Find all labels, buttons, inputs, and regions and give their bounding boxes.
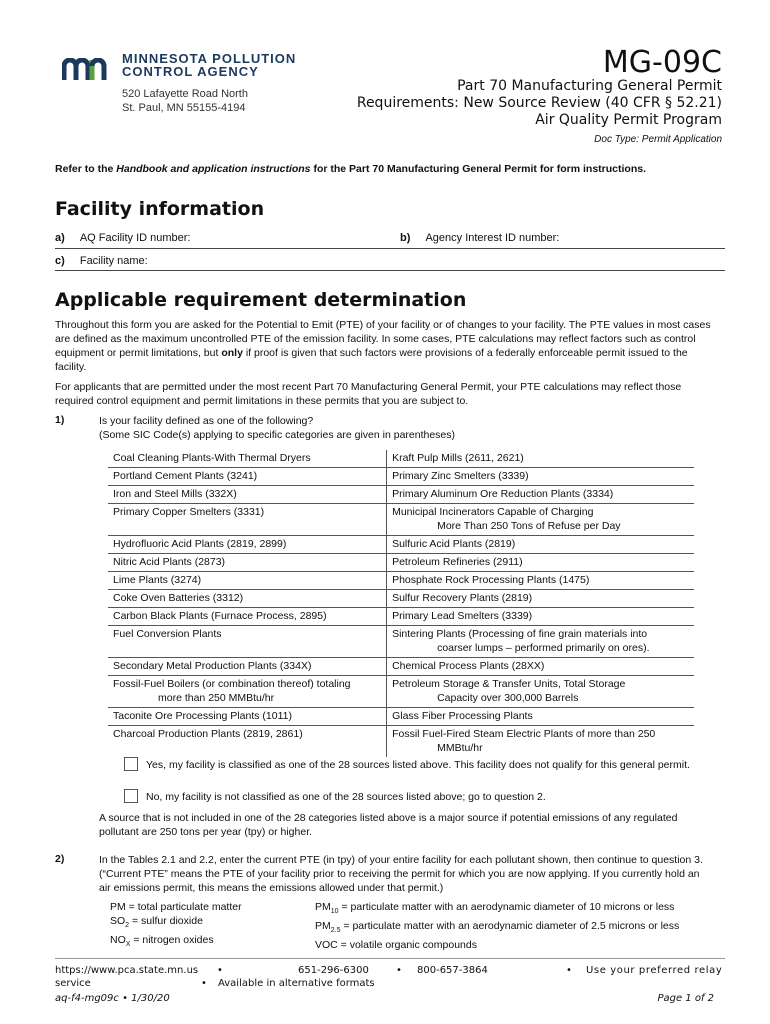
table-row: Carbon Black Plants (Furnace Process, 2895) Primary Lead Smelters (3339) <box>108 608 694 626</box>
field-divider <box>55 248 725 249</box>
section-heading-applicable: Applicable requirement determination <box>55 289 467 311</box>
table-row: Portland Cement Plants (3241) Primary Zinc Smelters (3339) <box>108 468 694 486</box>
table-row: Primary Copper Smelters (3331) Municipal Incinerators Capable of Charging More Than 250 Tons of Refuse per Day <box>108 504 694 536</box>
field-facility-name[interactable]: c) Facility name: <box>55 255 148 267</box>
footer-relay: Use your preferred relay <box>586 965 723 976</box>
section-heading-facility: Facility information <box>55 198 265 220</box>
agency-address: 520 Lafayette Road North St. Paul, MN 55155-4194 <box>122 88 248 114</box>
question-1-text: Is your facility defined as one of the following? (Some SIC Code(s) applying to specific categories are given in parentheses) <box>99 415 456 441</box>
doc-type: Doc Type: Permit Application <box>594 134 722 145</box>
table-row: Coal Cleaning Plants-With Thermal Dryers Kraft Pulp Mills (2611, 2621) <box>108 450 694 468</box>
footer-page-number: Page 1 of 2 <box>657 993 714 1004</box>
pollutant-definitions-left: PM = total particulate matter $SO_2$ = sulfur dioxide $NO_X$ = nitrogen oxides <box>110 901 242 949</box>
table-row: Fuel Conversion Plants Sintering Plants (Processing of fine grain materials into coarser lumps – performed primarily on ores). <box>108 626 694 658</box>
form-code: MG-09C <box>602 45 722 80</box>
major-source-note: A source that is not included in one of the 28 categories listed above is a major source if potential emissions of any regulated pollutant are 250 tons per year (tpy) or higher. <box>99 812 678 838</box>
table-row: Coke Oven Batteries (3312) Sulfur Recovery Plants (2819) <box>108 590 694 608</box>
table-row: Secondary Metal Production Plants (334X) Chemical Process Plants (28XX) <box>108 658 694 676</box>
source-category-table <box>108 450 694 757</box>
permitted-applicants-paragraph: For applicants that are permitted under the most recent Part 70 Manufacturing General Permit, your PTE calculations may reflect those required control equipment and permit limitations in these permits that you are subject to. <box>55 381 682 407</box>
footer-divider <box>55 958 725 959</box>
footer-phone-2: 800-657-3864 <box>417 965 488 976</box>
handbook-reference: Handbook and application instructions <box>116 163 311 175</box>
table-row: Taconite Ore Processing Plants (1011) Glass Fiber Processing Plants <box>108 708 694 726</box>
yes-classified-label: Yes, my facility is classified as one of the 28 sources listed above. This facility does not qualify for this general permit. <box>146 759 690 771</box>
footer-service: service <box>55 978 91 989</box>
footer-bullet: • <box>217 965 223 976</box>
table-row: Fossil-Fuel Boilers (or combination thereof) totaling more than 250 MMBtu/hr Petroleum Storage & Transfer Units, Total Storage Capacity over 300,000 Barrels <box>108 676 694 708</box>
table-row: Iron and Steel Mills (332X) Primary Aluminum Ore Reduction Plants (3334) <box>108 486 694 504</box>
no-classified-label: No, my facility is not classified as one of the 28 sources listed above; go to question 2. <box>146 791 546 803</box>
form-subtitle: Part 70 Manufacturing General Permit Requirements: New Source Review (40 CFR § 52.21) Air Quality Permit Program <box>356 78 722 128</box>
footer-website[interactable]: https://www.pca.state.mn.us <box>55 965 199 976</box>
no-classified-checkbox[interactable] <box>124 789 138 803</box>
question-2-text: In the Tables 2.1 and 2.2, enter the current PTE (in tpy) of your entire facility for each pollutant shown, then continue to question 3. (“Current PTE” means the PTE of your facility prior to receiving the permit for which you are now applying. If you currently hold an air emissions permit, this means the emissions allowed under that permit.) <box>99 854 703 894</box>
question-1-number: 1) <box>55 414 65 426</box>
footer-bullet: • <box>201 978 207 989</box>
table-row: Nitric Acid Plants (2873) Petroleum Refineries (2911) <box>108 554 694 572</box>
pte-paragraph: Throughout this form you are asked for the Potential to Emit (PTE) of your facility or of changes to your facility. The PTE values in most cases are defined as the maximum uncontrolled PTE of the emission facility. In some cases, PTE calculations may reflect factors such as control equipment or permit limitations, but only if proof is given that such factors were provisions of a federally enforceable permit issued to the facility. <box>55 319 711 373</box>
table-row: Hydrofluoric Acid Plants (2819, 2899) Sulfuric Acid Plants (2819) <box>108 536 694 554</box>
field-divider <box>55 270 725 271</box>
footer-formats: Available in alternative formats <box>218 978 375 989</box>
table-row: Lime Plants (3274) Phosphate Rock Processing Plants (1475) <box>108 572 694 590</box>
pollutant-definitions-right: $PM_{10}$ = particulate matter with an aerodynamic diameter of 10 microns or less $PM_{2.5}$ = particulate matter with an aerodynamic diameter of 2.5 microns or less VOC = volatile organic compounds <box>315 901 680 952</box>
footer-phone-1: 651-296-6300 <box>298 965 369 976</box>
footer-bullet: • <box>566 965 572 976</box>
field-aq-facility-id[interactable]: a) AQ Facility ID number: <box>55 232 191 244</box>
footer-form-id: aq-f4-mg09c • 1/30/20 <box>55 993 170 1004</box>
agency-logo-icon <box>62 58 116 80</box>
agency-name: MINNESOTA POLLUTION CONTROL AGENCY <box>122 51 297 79</box>
field-agency-interest-id[interactable]: b) Agency Interest ID number: <box>400 232 560 244</box>
instruction-line: Refer to the Handbook and application instructions for the Part 70 Manufacturing General Permit for form instructions. <box>55 163 647 175</box>
yes-classified-checkbox[interactable] <box>124 757 138 771</box>
question-2-number: 2) <box>55 853 65 865</box>
table-row: Charcoal Production Plants (2819, 2861) Fossil Fuel-Fired Steam Electric Plants of more than 250 MMBtu/hr <box>108 726 694 758</box>
footer-bullet: • <box>396 965 402 976</box>
